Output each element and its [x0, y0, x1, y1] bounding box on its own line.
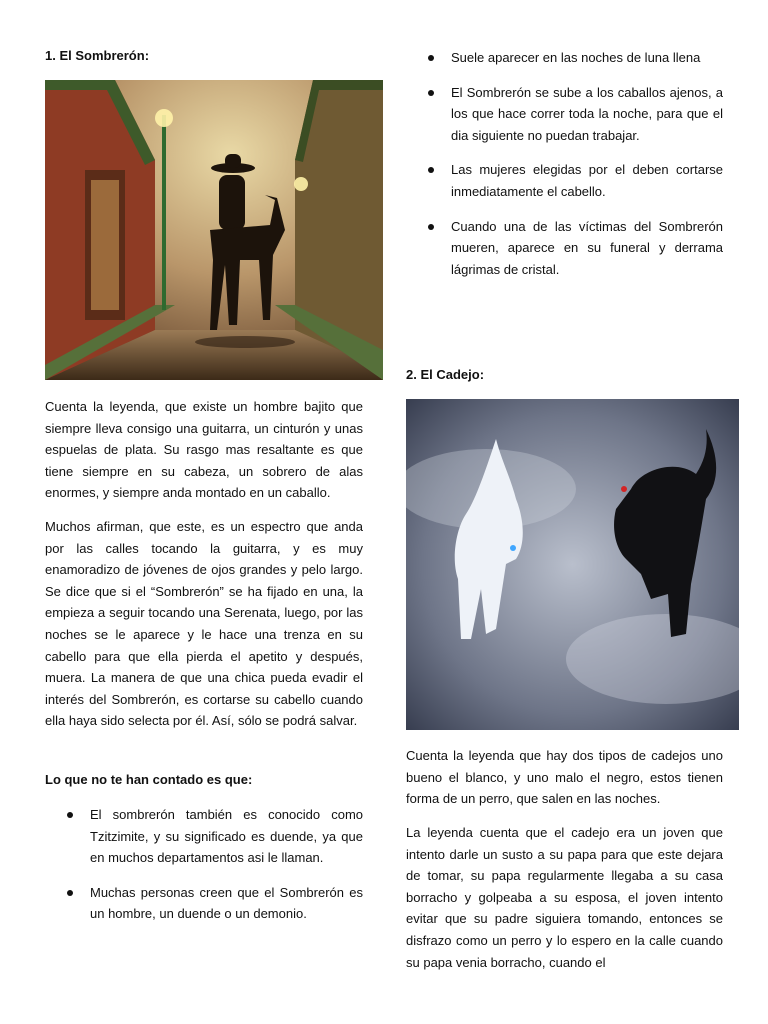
sombreron-subheading: Lo que no te han contado es que: — [45, 772, 253, 787]
section-heading-sombreron: 1. El Sombrerón: — [45, 48, 150, 63]
bullet-icon — [428, 55, 434, 61]
sombreron-facts-list — [45, 804, 363, 938]
bullet-icon — [428, 90, 434, 96]
sombreron-traits-list — [406, 47, 723, 293]
bullet-icon — [428, 224, 434, 230]
cadejo-illustration — [406, 399, 739, 730]
list-item: Las mujeres elegidas por el deben cortarse inmediatamente el cabello. — [406, 159, 723, 202]
sombreron-paragraph-2: Muchos afirman, que este, es un espectro que anda por las calles tocando la guitarra, y es muy enamoradizo de jóvenes de ojos grandes y pelo largo. Se dice que si el “Sombrerón” se ha fijado en una, la empieza a seguir tocando una Serenata, luego, por las noches se le aparece y le hace una trenza en su cabello para que ella pierda el apetito y después, muera. La manera de que una chica pueda evadir el interés del Sombrerón, es cortarse su cabello cuando ella haya sido selecta por él. Así, sólo se podrá salvar. — [45, 519, 363, 729]
list-item: El Sombrerón se sube a los caballos ajenos, a los que hace correr toda la noche, para que el dia siguiente no puedan trabajar. — [406, 82, 723, 147]
bullet-icon — [67, 812, 73, 818]
bullet-icon — [428, 167, 434, 173]
cadejo-paragraph-1: Cuenta la leyenda que hay dos tipos de cadejos uno bueno el blanco, y uno malo el negro, estos tienen forma de un perro, que salen en las noches. — [406, 748, 723, 807]
bullet-icon — [67, 890, 73, 896]
sombreron-paragraph-1: Cuenta la leyenda, que existe un hombre bajito que siempre lleva consigo una guitarra, un cinturón y unas espuelas de plata. Su rasgo mas resaltante es que tiene siempre en su cabeza, un sobrero de alas enormes, y siempre anda montado en un caballo. — [45, 399, 363, 501]
list-item: Cuando una de las víctimas del Sombrerón mueren, aparece en su funeral y derrama lágrimas de cristal. — [406, 216, 723, 281]
list-item: Muchas personas creen que el Sombrerón es un hombre, un duende o un demonio. — [45, 882, 363, 925]
list-item: El sombrerón también es conocido como Tzitzimite, y su significado es duende, ya que en muchos departamentos asi le llaman. — [45, 804, 363, 869]
section-heading-cadejo: 2. El Cadejo: — [406, 367, 485, 382]
cadejo-paragraph-2: La leyenda cuenta que el cadejo era un joven que intento darle un susto a su papa para que este dejara de tomar, su papa regularmente llegaba a su casa borracho y golpeaba a su esposa, el joven intento evitar que su padre siguiera tomando, entonces se disfrazo como un perro y lo espero en la calle cuando su papa venia borracho, cuando el — [406, 825, 723, 970]
sombreron-illustration — [45, 80, 383, 380]
list-item: Suele aparecer en las noches de luna llena — [406, 47, 723, 69]
